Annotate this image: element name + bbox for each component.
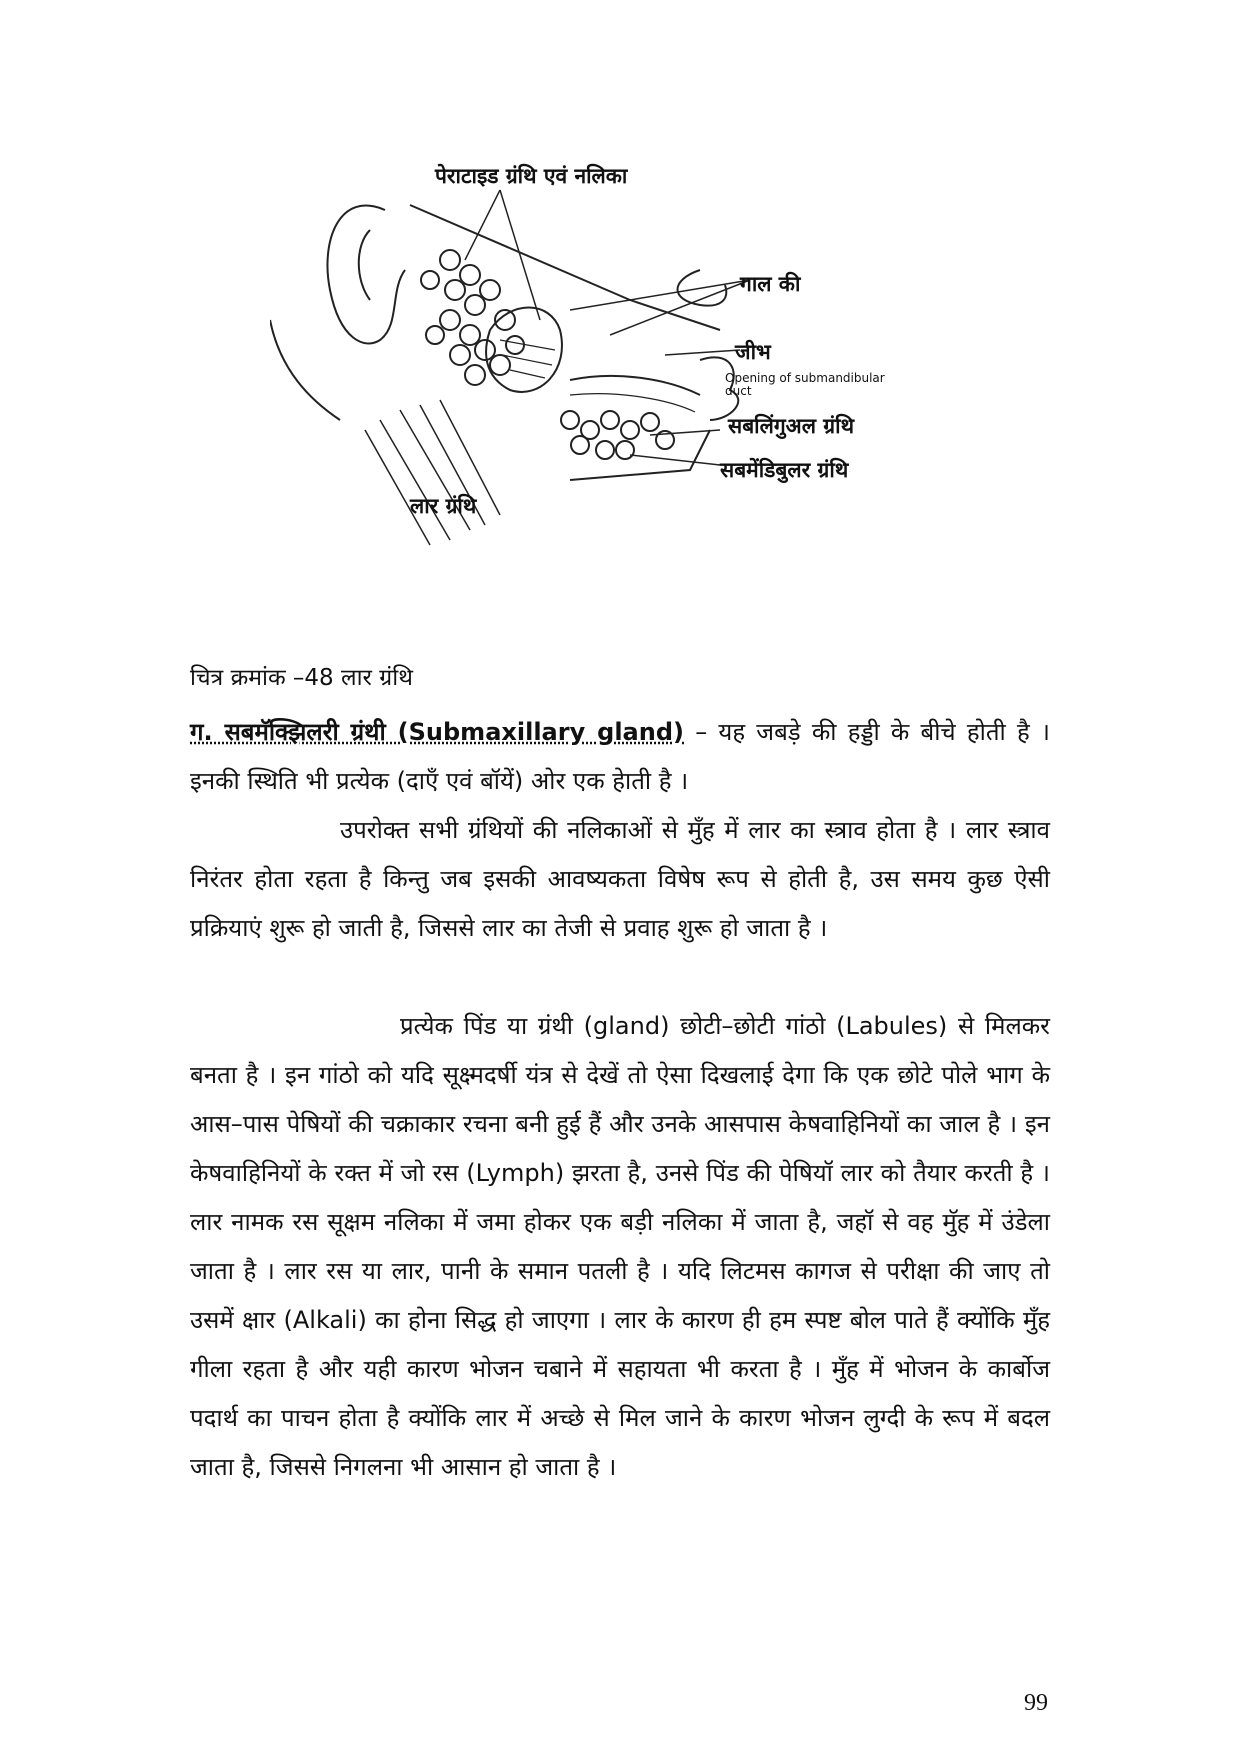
paragraph-submaxillary [190, 708, 1050, 806]
duct-opening-label: Opening of submandibular duct [725, 371, 885, 398]
paragraph-saliva-secretion: उपरोक्त सभी ग्रंथियों की नलिकाओं से मुँह में लार का स्त्राव होता है । लार स्त्राव निरंतर होता रहता है किन्तु जब इसकी आवष्यकता विषेष रूप से होती है, उस समय कुछ ऐसी प्रक्रियाएं शुरू हो जाती है, जिससे लार का तेजी से प्रवाह शुरू हो जाता है । [190, 816, 1050, 942]
section-heading: ग. सबमॅक्झिलरी ग्रंथी (Submaxillary gland) [190, 718, 684, 746]
paragraph-gland-structure: प्रत्येक पिंड या ग्रंथी (gland) छोटी–छोटी गांठो (Labules) से मिलकर बनता है । इन गांठो को यदि सूक्ष्मदर्षी यंत्र से देखें तो ऐसा दिखलाई देगा कि एक छोटे पोले भाग के आस–पास पेषियों की चक्राकार रचना बनी हुई हैं और उनके आसपास केषवाहिनियों का जाल है । इन केषवाहिनियों के रक्त में जो रस (Lymph) झरता है, उनसे पिंड की पेषियॉ लार को तैयार करती है । लार नामक रस सूक्षम नलिका में जमा होकर एक बड़ी नलिका में जाता है, जहॉ से वह मुॅह में उंडेला जाता है । लार रस या लार, पानी के समान पतली है । यदि लिटमस कागज से परीक्षा की जाए तो उसमें क्षार (Alkali) का होना सिद्ध हो जाएगा । लार के कारण ही हम स्पष्ट बोल पाते हैं क्योंकि मुँह गीला रहता है और यही कारण भोजन चबाने में सहायता भी करता है । मुँह में भोजन के कार्बोज पदार्थ का पाचन होता है क्योंकि लार में अच्छे से मिल जाने के कारण भोजन लुग्दी के रूप में बदल जाता है, जिससे निगलना भी आसान हो जाता है । [190, 1012, 1050, 1481]
paragraph-text: – यह जबड़े की हड्डी के बीचे होती है । इनकी स्थिति भी प्रत्येक (दाएँ एवं बॉयें) ओर एक हेाती है । [190, 718, 1050, 795]
page-number: 99 [1024, 1690, 1048, 1716]
salivary-gland-figure [270, 150, 1010, 590]
sublingual-label: सबलिंगुअल ग्रंथि [728, 414, 854, 438]
parotid-label: पेराटाइड ग्रंथि एवं नलिका [435, 164, 628, 188]
cheek-label: गाल की [740, 272, 801, 296]
tongue-label: जीभ [735, 340, 771, 364]
figure-caption: चित्र क्रमांक –48 लार ग्रंथि [190, 665, 413, 691]
submandibular-label: सबमेंडिबुलर ग्रंथि [720, 458, 849, 482]
salivary-gland-label: लार ग्रंथि [410, 494, 477, 518]
salivary-gland-drawing [270, 150, 1010, 590]
